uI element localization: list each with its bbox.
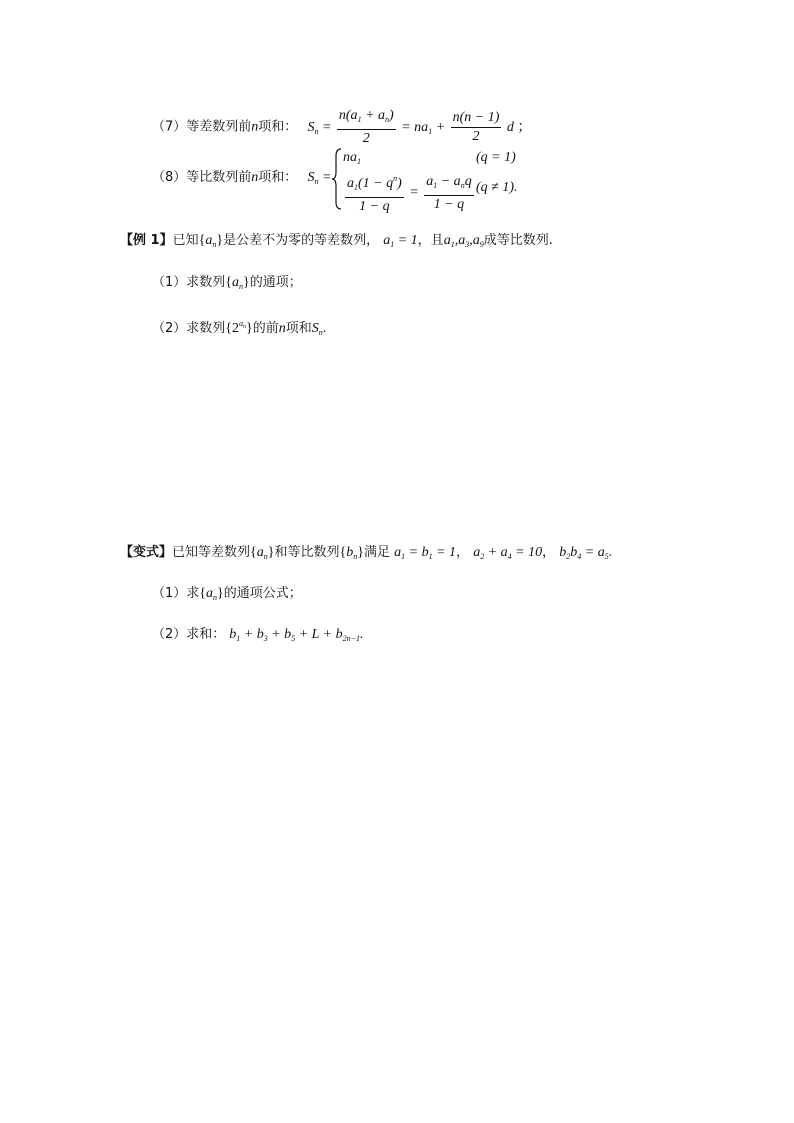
n-symbol: n (251, 119, 259, 135)
case-2: $\frac{a_1(1 - q^n)}{1 - q}$ = $\frac{a_1 - a_nq}{1 - q}$ (343, 171, 476, 215)
sum-lhs-8: $S_n$ = (307, 170, 332, 186)
item-7-label: （7）等差数列前 (152, 119, 252, 135)
example-1-tag: 【例 1】 (120, 233, 173, 248)
case-2-condition: (q ≠ 1). (476, 180, 518, 195)
left-brace (332, 148, 342, 210)
example-1-statement: 【例 1】已知$\{a_n\}$是公差不为零的等差数列， $a_1 = 1$，且$a_1,a_3,a_9$成等比数列. (120, 233, 553, 249)
variant-question-2: （2）求和： $b_1 + b_3 + b_5 + L + b_{2n-1}$. (152, 627, 364, 643)
item-7-label2: 项和： (258, 119, 298, 135)
item-8-label2: 项和： (258, 170, 298, 185)
fraction-2: $\frac{n(n - 1)}{2}$ (452, 110, 500, 144)
fraction-3: $\frac{a_1(1 - q^n)}{1 - q}$ (345, 171, 404, 215)
n-symbol: n (251, 170, 259, 185)
variant-tag: 【变式】 (120, 545, 173, 560)
example-1-question-1: （1）求数列$\{a_n\}$的通项； (152, 275, 302, 291)
fraction-1: $\frac{n(a_1 + a_n)}{2}$ (338, 108, 394, 146)
item-8-label: （8）等比数列前 (152, 170, 252, 185)
item-8-line (152, 169, 331, 191)
variant-statement: 【变式】已知等差数列$\{a_n\}$和等比数列$\{b_n\}$满足 $a_1 = b_1 = 1$， $a_2 + a_4 = 10$， $b_2b_4 = a_5$. (120, 545, 613, 561)
sum-formula-7: $S_n$ = $\frac{n(a_1 + a_n)}{2}$ = $na_1$ + $\frac{n(n - 1)}{2}$ d ； (307, 108, 532, 146)
case-1-condition: (q = 1) (476, 150, 516, 165)
fraction-4: $\frac{a_1 - a_nq}{1 - q}$ (426, 173, 472, 212)
example-1-question-2: （2）求数列$\{2^{an}\}$的前n项和$S_n$. (152, 319, 327, 337)
item-7-line (152, 108, 531, 147)
case-1: $na_1$ (343, 150, 361, 166)
variant-question-1: （1）求$\{a_n\}$的通项公式； (152, 586, 302, 602)
